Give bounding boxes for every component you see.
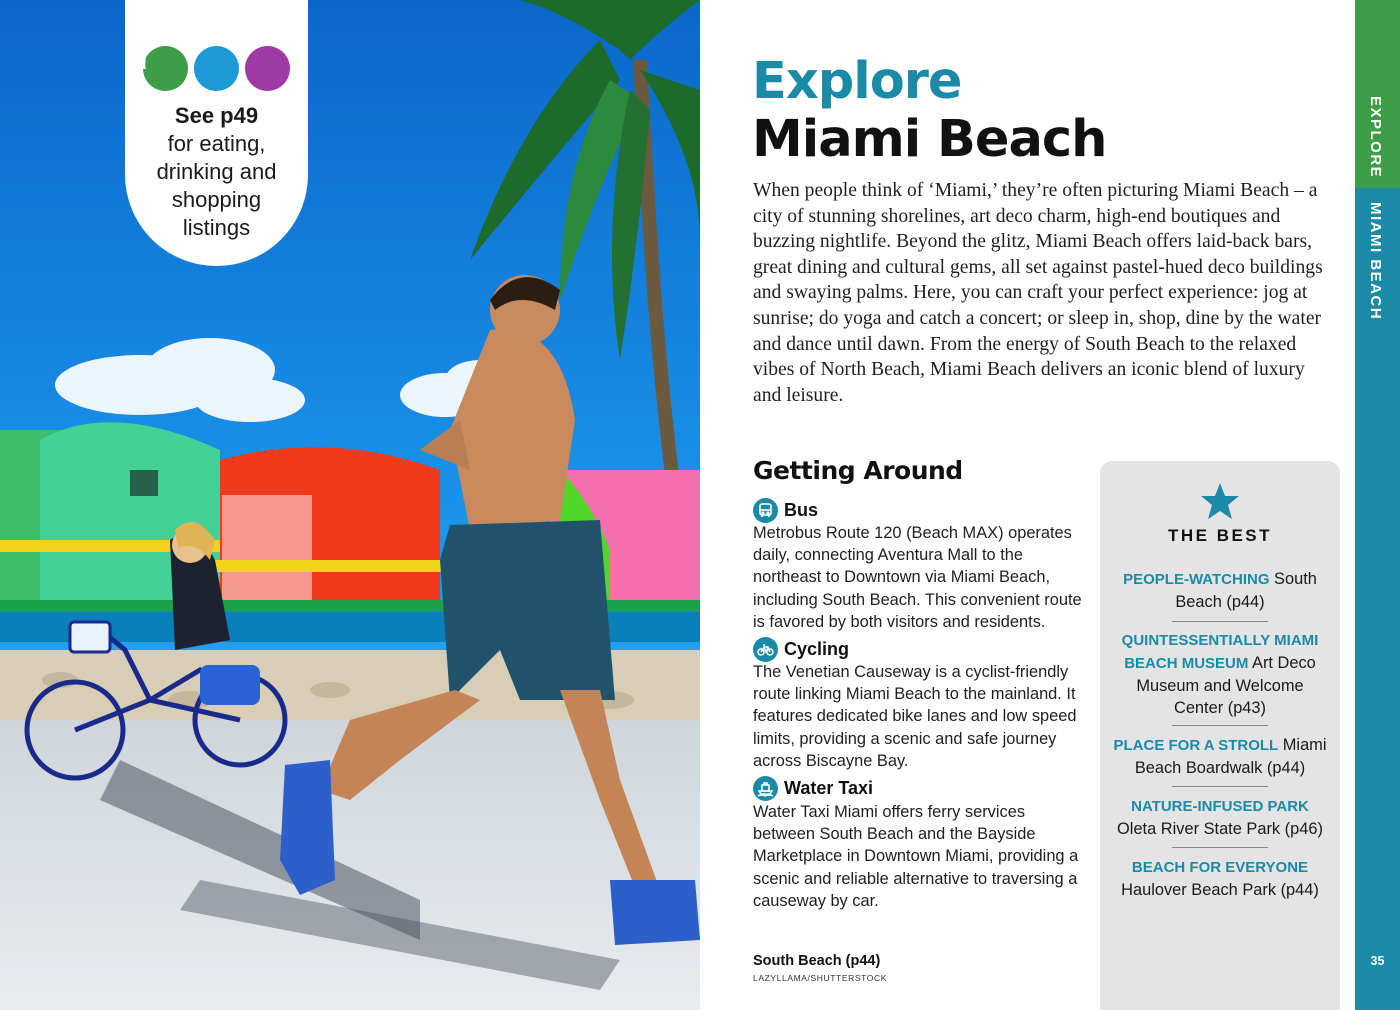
best-item-highlight: PLACE FOR A STROLL <box>1113 737 1279 754</box>
best-item-museum <box>1110 629 1330 719</box>
best-item-stroll <box>1110 734 1330 779</box>
category-icons <box>125 46 308 91</box>
see-page-line3: drinking and <box>156 159 277 184</box>
bicycle-icon <box>753 637 778 662</box>
photo-credit: LAZYLLAMA/SHUTTERSTOCK <box>753 973 887 983</box>
page-kicker: Explore <box>752 52 962 111</box>
best-item-text: Beach Boardwalk (p44) <box>1134 759 1306 777</box>
best-item-text: Haulover Beach Park (p44) <box>1121 881 1319 899</box>
best-item-text: Center (p43) <box>1173 699 1266 717</box>
best-item-text: South <box>1269 570 1317 588</box>
best-item-text: Art Deco <box>1248 654 1316 672</box>
see-page-line5: listings <box>182 215 251 240</box>
best-divider <box>1172 847 1268 848</box>
best-item-park <box>1110 795 1330 840</box>
section-tab <box>1355 0 1400 188</box>
wine-glass-icon <box>194 46 239 91</box>
best-item-highlight: BEACH FOR EVERYONE <box>1131 859 1309 876</box>
cycling-text: The Venetian Causeway is a cyclist-friendly route linking Miami Beach to the mainland. It features dedicated bike lanes and low speed limits, providing a scenic and safe journey across Biscayne Bay. <box>753 663 1077 770</box>
see-page-ref: See p49 <box>174 103 259 128</box>
best-item-text: Beach (p44) <box>1175 593 1265 611</box>
best-divider <box>1172 725 1268 726</box>
see-page-line2: for eating, <box>167 131 266 156</box>
best-item-text: Museum and Welcome <box>1136 677 1304 695</box>
see-page-text <box>125 102 308 242</box>
see-page-callout <box>125 0 308 266</box>
bus-text: Metrobus Route 120 (Beach MAX) operates daily, connecting Aventura Mall to the northeast to Downtown via Miami Beach, including South Beach. This convenient route is favored by both visitors and residents. <box>753 524 1082 631</box>
chapter-tab <box>1355 188 1400 1010</box>
best-divider <box>1172 621 1268 622</box>
cycling-heading <box>753 637 849 662</box>
water-taxi-heading <box>753 776 873 801</box>
best-item-highlight: QUINTESSENTIALLY MIAMI <box>1121 632 1319 649</box>
bus-icon <box>753 498 778 523</box>
water-taxi-title: Water Taxi <box>784 778 874 798</box>
cycling-title: Cycling <box>784 639 850 659</box>
best-item-highlight: NATURE-INFUSED PARK <box>1131 798 1309 815</box>
shopping-bag-icon <box>245 46 290 91</box>
best-item-highlight: PEOPLE-WATCHING <box>1123 571 1270 588</box>
star-icon <box>1200 481 1240 521</box>
best-item-text: Miami <box>1278 736 1327 754</box>
best-item-beach <box>1110 856 1330 901</box>
water-taxi-text: Water Taxi Miami offers ferry services between South Beach and the Bayside Marketplace in Downtown Miami, providing a scenic and reliable alternative to traversing a causeway by car. <box>753 803 1079 910</box>
chapter-tab-label: MIAMI BEACH <box>1367 202 1384 321</box>
the-best-title: THE BEST <box>1167 526 1273 545</box>
see-page-line4: shopping <box>171 187 262 212</box>
bus-title: Bus <box>784 500 819 520</box>
ferry-icon <box>753 776 778 801</box>
intro-paragraph: When people think of ‘Miami,’ they’re often picturing Miami Beach – a city of stunning shorelines, art deco charm, high-end boutiques and buzzing nightlife. Beyond the glitz, Miami Beach offers laid-back bars, great dining and cultural gems, all set against pastel-hued deco buildings and swaying palms. Here, you can craft your perfect experience: jog at sunrise; do yoga and catch a concert; or sleep in, shop, dine by the water and dance until dawn. From the energy of South Beach to the relaxed vibes of North Beach, Miami Beach delivers an iconic blend of luxury and leisure. <box>753 180 1323 406</box>
best-item-highlight: BEACH MUSEUM <box>1124 655 1249 672</box>
bus-heading <box>753 498 818 523</box>
page-number: 35 <box>1370 954 1385 968</box>
getting-around-heading: Getting Around <box>753 456 963 485</box>
section-tab-label: EXPLORE <box>1367 96 1384 179</box>
best-divider <box>1172 786 1268 787</box>
page-title: Miami Beach <box>752 110 1107 169</box>
photo-caption: South Beach (p44) <box>753 953 881 969</box>
best-item-people-watching <box>1110 568 1330 613</box>
best-item-text: Oleta River State Park (p46) <box>1117 820 1323 838</box>
